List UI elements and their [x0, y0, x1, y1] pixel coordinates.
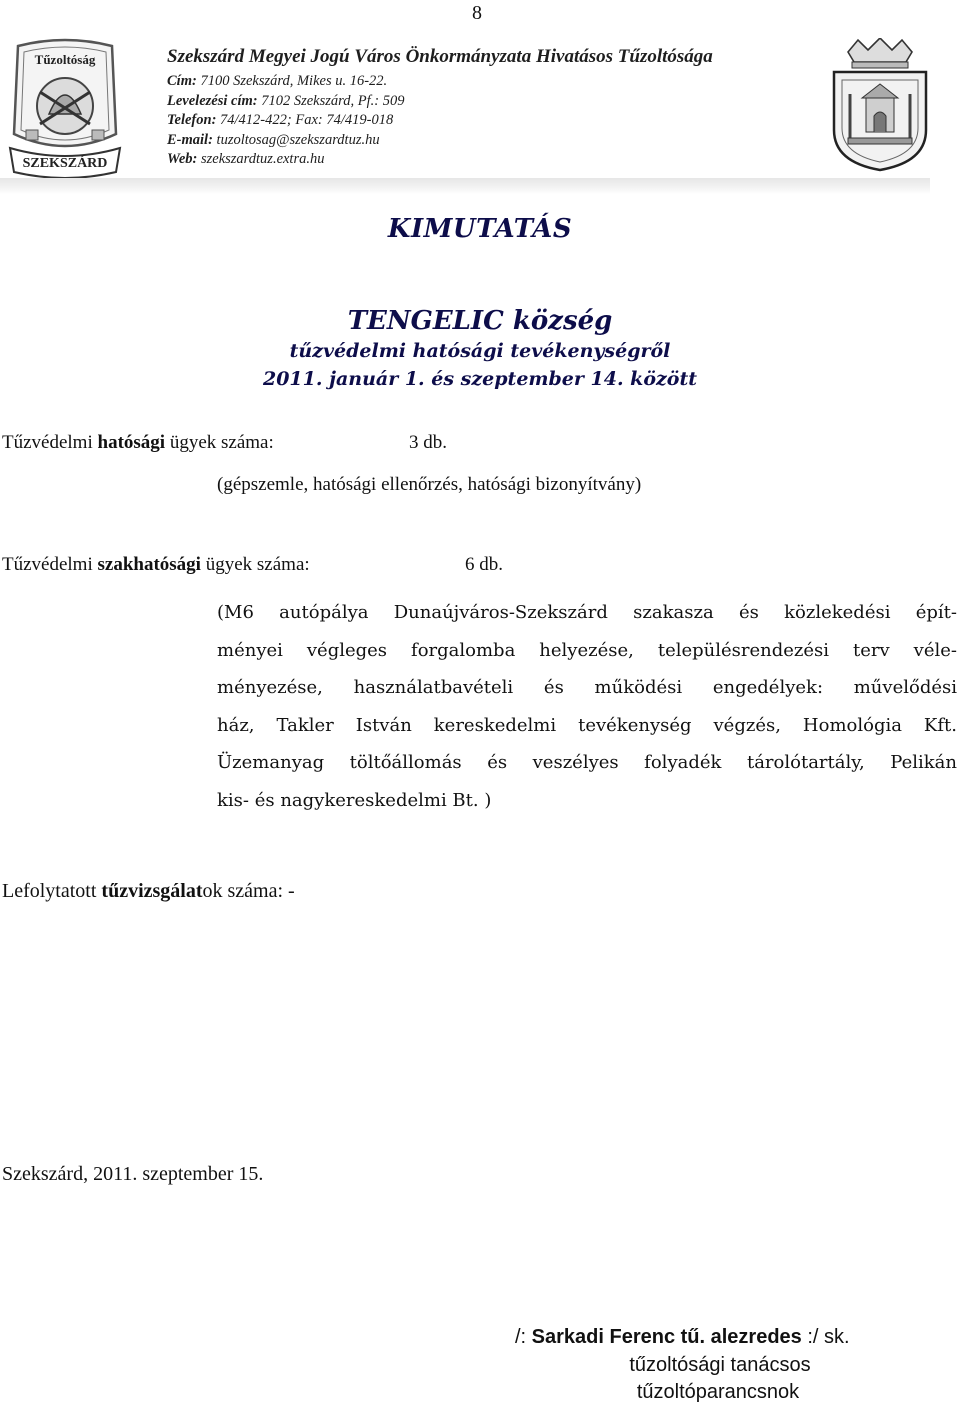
signature-role-advisor: tűzoltósági tanácsos: [629, 1354, 811, 1376]
page-number: 8: [472, 2, 482, 24]
specialist-authority-cases-label: Tűzvédelmi szakhatósági ügyek száma:: [2, 554, 310, 575]
details-line: ház, Takler István kereskedelmi tevékenység végzés, Homológia Kft.: [217, 714, 957, 736]
document-title: KIMUTATÁS: [387, 214, 573, 244]
logo-text-bottom: SZEKSZÁRD: [22, 156, 108, 171]
authority-cases-label: Tűzvédelmi hatósági ügyek száma:: [2, 432, 274, 453]
signature-line: /: Sarkadi Ferenc tű. alezredes :/ sk.: [515, 1326, 850, 1348]
contact-phone: Telefon: 74/412-422; Fax: 74/419-018: [167, 112, 394, 129]
subtitle-topic: tűzvédelmi hatósági tevékenységről: [289, 340, 671, 362]
subtitle-municipality: TENGELIC község: [347, 306, 613, 336]
logo-text-top: Tűzoltóság: [34, 52, 96, 67]
fire-investigations-line: Lefolytatott tűzvizsgálatok száma: -: [2, 880, 295, 902]
city-coat-of-arms-icon: [826, 38, 934, 172]
contact-mail-address: Levelezési cím: 7102 Szekszárd, Pf.: 509: [167, 92, 405, 109]
authority-cases-count: 3 db.: [409, 432, 447, 453]
specialist-authority-cases-count: 6 db.: [465, 554, 503, 575]
details-line: Üzemanyag töltőállomás és veszélyes folyadék tárolótartály, Pelikán: [217, 752, 957, 773]
details-line: kis- és nagykereskedelmi Bt. ): [217, 789, 492, 811]
contact-block: [167, 72, 404, 170]
signature-role-commander: tűzoltóparancsnok: [636, 1381, 800, 1403]
details-line: ményezése, használatbavételi és működési engedélyek: művelődési: [217, 677, 957, 698]
contact-address: Cím: 7100 Szekszárd, Mikes u. 16-22.: [167, 73, 388, 89]
specialist-authority-cases-details: [217, 594, 957, 819]
fire-brigade-emblem-icon: [4, 38, 126, 178]
header-divider: [0, 178, 930, 194]
details-line: ményei végleges forgalomba helyezése, településrendezési terv véle-: [217, 639, 957, 661]
details-line: (M6 autópálya Dunaújváros-Szekszárd szakasza és közlekedési épít-: [217, 602, 957, 623]
contact-web: Web: szekszardtuz.extra.hu: [167, 151, 325, 168]
organization-name: Szekszárd Megyei Jogú Város Önkormányzata Hivatásos Tűzoltósága: [167, 46, 713, 67]
date-line: Szekszárd, 2011. szeptember 15.: [2, 1163, 264, 1185]
authority-cases-note: (gépszemle, hatósági ellenőrzés, hatósági bizonyítvány): [217, 474, 642, 495]
contact-email: E-mail: tuzoltosag@szekszardtuz.hu: [167, 131, 380, 148]
subtitle-period: 2011. január 1. és szeptember 14. között: [262, 368, 698, 390]
